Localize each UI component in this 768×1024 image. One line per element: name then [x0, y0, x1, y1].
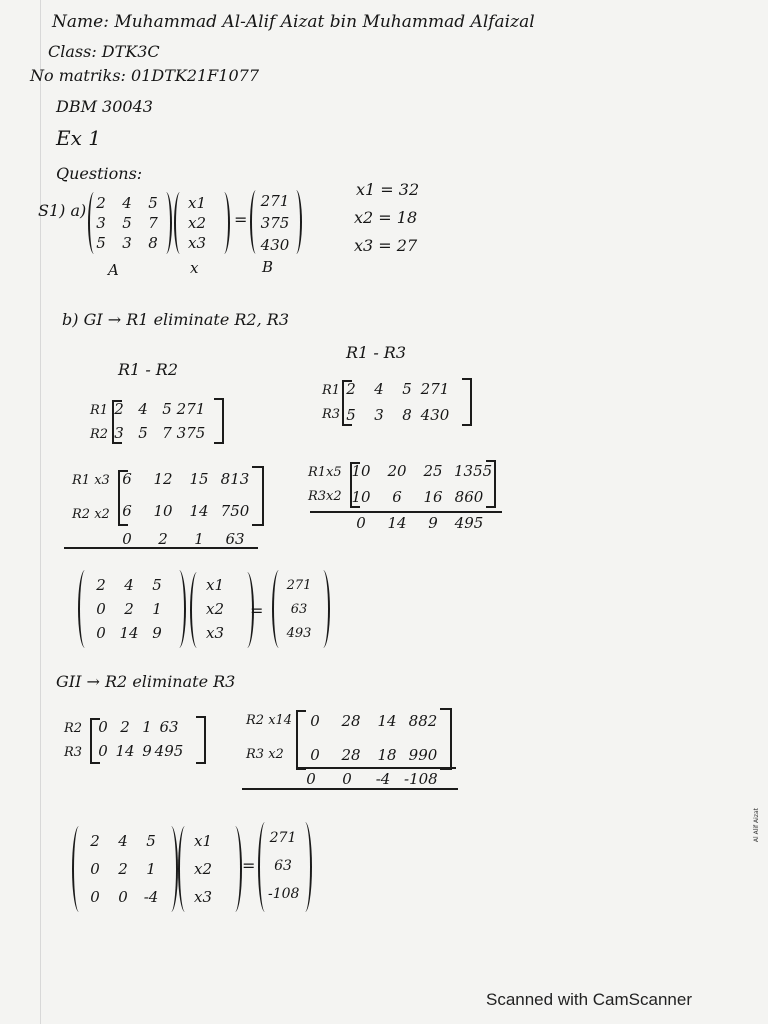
result12-cell: 2	[158, 530, 168, 548]
mult12-cell: 14	[189, 502, 209, 520]
vector-b-name: B	[262, 258, 274, 276]
mult12-cell: 750	[220, 502, 250, 520]
stage1-x-cell: x3	[205, 624, 224, 642]
r1r3-cell: 430	[420, 406, 450, 424]
r1r2-cell: 5	[162, 400, 172, 418]
mult12-cell: 6	[122, 470, 132, 488]
result13-cell: 9	[428, 514, 438, 532]
final-b-cell: 63	[274, 858, 292, 874]
matrix-a-name: A	[108, 261, 119, 279]
resultg2-cell: -4	[375, 770, 391, 788]
result12-cell: 1	[194, 530, 204, 548]
mult12-cell: 12	[153, 470, 173, 488]
multg2-row-label: R2 x14	[246, 713, 293, 728]
multg2-right-bracket	[440, 708, 452, 770]
subtraction-line-gii-a	[296, 767, 456, 769]
result13-cell: 495	[454, 514, 484, 532]
matrix-a-cell: 5	[122, 214, 132, 232]
final-matrix-cell: 0	[90, 860, 100, 878]
result13-cell: 0	[356, 514, 366, 532]
r2r3-cell: 9	[142, 742, 152, 760]
stage1-b-cell: 493	[286, 626, 312, 641]
r2r3-cell: 2	[120, 718, 130, 736]
multg2-cell: 18	[377, 746, 397, 764]
r1r2-cell: 271	[176, 400, 206, 418]
r1r2-cell: 7	[162, 424, 172, 442]
mult13-row-label: R1x5	[308, 465, 342, 480]
r1r3-cell: 3	[374, 406, 384, 424]
mult12-cell: 6	[122, 502, 132, 520]
r1r3-cell: 271	[420, 380, 450, 398]
stage1-x-cell: x2	[205, 600, 224, 618]
multg2-cell: 28	[341, 712, 361, 730]
r1r2-row-label: R1	[90, 403, 109, 418]
resultg2-cell: 0	[342, 770, 352, 788]
result12-cell: 0	[122, 530, 132, 548]
multg2-cell: 14	[377, 712, 397, 730]
matrix-a-cell: 5	[96, 234, 106, 252]
final-b-right-paren	[298, 822, 312, 912]
stage1-matrix-cell: 9	[152, 624, 162, 642]
student-name: Name: Muhammad Al-Alif Aizat bin Muhammad Alfaizal	[52, 12, 535, 32]
questions-label: Questions:	[56, 164, 143, 183]
side-handwritten-note: Al Alif Aizat	[753, 808, 760, 843]
mult13-cell: 16	[423, 488, 443, 506]
mult12-row-label: R1 x3	[72, 473, 110, 488]
stage1-equals: =	[250, 601, 264, 620]
r2r3-right-bracket	[196, 716, 206, 764]
stage1-matrix-cell: 0	[96, 624, 106, 642]
result13-cell: 14	[387, 514, 407, 532]
subtraction-line-r3	[310, 511, 502, 513]
final-matrix-cell: 0	[90, 888, 100, 906]
stage1-b-right-paren	[316, 570, 330, 648]
final-matrix-cell: 2	[90, 832, 100, 850]
r1r2-cell: 2	[114, 400, 124, 418]
stage1-matrix-cell: 0	[96, 600, 106, 618]
stage1-x-cell: x1	[205, 576, 224, 594]
mult12-row-label: R2 x2	[72, 507, 110, 522]
part-b-heading: b) GI → R1 eliminate R2, R3	[62, 310, 290, 329]
stage1-matrix-cell: 5	[152, 576, 162, 594]
r1r3-cell: 4	[374, 380, 384, 398]
stage1-matrix-cell: 2	[124, 600, 134, 618]
mult12-cell: 10	[153, 502, 173, 520]
r1r2-cell: 5	[138, 424, 148, 442]
r2r3-cell: 0	[98, 742, 108, 760]
stage1-matrix-cell: 2	[96, 576, 106, 594]
solution-x3: x3 = 27	[354, 236, 418, 255]
r1r2-cell: 4	[138, 400, 148, 418]
vector-b-cell: 430	[260, 236, 290, 254]
mult13-right-bracket	[486, 460, 496, 508]
matrix-a-right-paren	[160, 192, 172, 254]
mult12-cell: 813	[220, 470, 250, 488]
mult13-row-label: R3x2	[308, 489, 342, 504]
course-code: DBM 30043	[56, 97, 153, 116]
multg2-cell: 882	[408, 712, 438, 730]
mult13-cell: 25	[423, 462, 443, 480]
r2r3-cell: 495	[154, 742, 184, 760]
vector-x-name: x	[190, 259, 199, 277]
matrix-number: No matriks: 01DTK21F1077	[30, 66, 259, 85]
mult13-cell: 860	[454, 488, 484, 506]
matrix-a-cell: 8	[148, 234, 158, 252]
multg2-row-label: R3 x2	[246, 747, 284, 762]
vector-x-cell: x3	[187, 234, 206, 252]
multg2-cell: 0	[310, 746, 320, 764]
r1-minus-r3-title: R1 - R3	[346, 343, 407, 362]
r1r3-cell: 2	[346, 380, 356, 398]
r1r2-cell: 375	[176, 424, 206, 442]
resultg2-cell: -108	[404, 770, 438, 788]
final-x-cell: x2	[193, 860, 212, 878]
r2r3-row-label: R2	[64, 721, 83, 736]
r1r3-cell: 5	[346, 406, 356, 424]
final-matrix-cell: 0	[118, 888, 128, 906]
final-matrix-cell: 1	[146, 860, 156, 878]
final-matrix-cell: 4	[118, 832, 128, 850]
multg2-cell: 990	[408, 746, 438, 764]
mult13-cell: 6	[392, 488, 402, 506]
class-label: Class: DTK3C	[48, 42, 160, 61]
final-x-cell: x1	[193, 832, 212, 850]
vector-x-cell: x2	[187, 214, 206, 232]
vector-b-cell: 271	[260, 192, 290, 210]
final-x-right-paren	[228, 826, 242, 912]
margin-line	[40, 0, 41, 1024]
stage1-matrix-right-paren	[172, 570, 186, 648]
r1r2-row-label: R2	[90, 427, 109, 442]
r1r3-cell: 5	[402, 380, 412, 398]
matrix-a-cell: 3	[96, 214, 106, 232]
r1-minus-r2-title: R1 - R2	[118, 360, 179, 379]
matrix-a-cell: 7	[148, 214, 158, 232]
exercise-label: Ex 1	[56, 126, 101, 150]
final-equals: =	[242, 856, 256, 875]
subtraction-line-gii-b	[242, 788, 458, 790]
stage1-matrix-cell: 14	[119, 624, 139, 642]
matrix-a-cell: 4	[122, 194, 132, 212]
r1r3-cell: 8	[402, 406, 412, 424]
matrix-a-cell: 5	[148, 194, 158, 212]
multg2-cell: 28	[341, 746, 361, 764]
question-1a-label: S1) a)	[38, 201, 87, 220]
mult13-cell: 1355	[454, 462, 493, 480]
vector-x-cell: x1	[187, 194, 206, 212]
stage1-matrix-cell: 4	[124, 576, 134, 594]
vector-b-cell: 375	[260, 214, 290, 232]
solution-x2: x2 = 18	[354, 208, 418, 227]
stage1-b-cell: 63	[290, 602, 308, 617]
final-b-cell: -108	[268, 886, 300, 902]
r2r3-cell: 1	[142, 718, 152, 736]
multg2-cell: 0	[310, 712, 320, 730]
final-x-cell: x3	[193, 888, 212, 906]
camscanner-watermark: Scanned with CamScanner	[485, 990, 692, 1009]
vector-x-right-paren	[218, 192, 230, 254]
r1r3-right-bracket	[462, 378, 472, 426]
r2r3-cell: 63	[159, 718, 179, 736]
solution-x1: x1 = 32	[356, 180, 420, 199]
final-matrix-cell: -4	[143, 888, 159, 906]
mult12-right-bracket	[252, 466, 264, 526]
r1r3-row-label: R1	[322, 383, 341, 398]
mult13-cell: 10	[351, 462, 371, 480]
final-matrix-right-paren	[164, 826, 178, 912]
mult13-cell: 20	[387, 462, 407, 480]
r1r2-cell: 3	[114, 424, 124, 442]
final-matrix-cell: 2	[118, 860, 128, 878]
r2r3-cell: 0	[98, 718, 108, 736]
r1r2-right-bracket	[214, 398, 224, 444]
matrix-a-cell: 3	[122, 234, 132, 252]
matrix-a-cell: 2	[96, 194, 106, 212]
mult12-cell: 15	[189, 470, 209, 488]
resultg2-cell: 0	[306, 770, 316, 788]
equals-sign: =	[234, 210, 248, 229]
r2r3-cell: 14	[115, 742, 135, 760]
r1r3-row-label: R3	[322, 407, 341, 422]
part-gii-heading: GII → R2 eliminate R3	[56, 672, 236, 691]
r2r3-row-label: R3	[64, 745, 83, 760]
stage1-matrix-cell: 1	[152, 600, 162, 618]
result12-cell: 63	[225, 530, 245, 548]
final-matrix-cell: 5	[146, 832, 156, 850]
mult13-cell: 10	[351, 488, 371, 506]
final-b-cell: 271	[269, 830, 297, 846]
vector-b-right-paren	[290, 190, 302, 254]
stage1-b-cell: 271	[286, 578, 312, 593]
